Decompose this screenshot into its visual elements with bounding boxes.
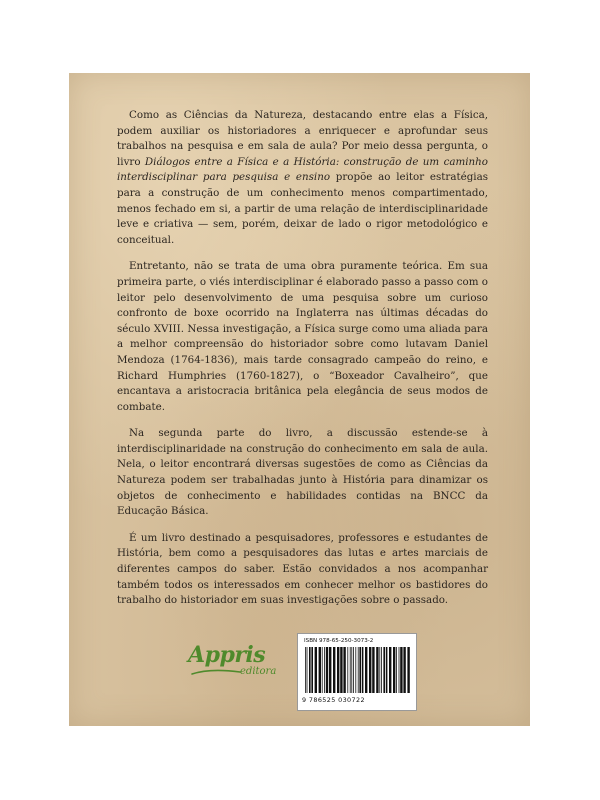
barcode-bar bbox=[403, 647, 405, 693]
barcode-bar bbox=[319, 647, 321, 693]
barcode-bar bbox=[386, 647, 388, 693]
barcode-bar bbox=[353, 647, 354, 693]
paragraph-3: Na segunda parte do livro, a discussão estende-se à interdisciplinaridade na construção do conhecimento em sala de aula. Nela, o leitor encontrará diversas sugestões de como as Ciências da Natureza podem ser trabalhadas junto à História para dinamizar os objetos de conhecimento e habilidades contidas na BNCC da Educação Básica. bbox=[117, 427, 488, 518]
barcode-bar bbox=[324, 647, 325, 693]
book-title-italic: Diálogos entre a Física e a História: construção de um caminho interdisciplinar para pesquisa e ensino bbox=[117, 155, 488, 184]
book-back-cover bbox=[69, 73, 530, 726]
barcode-bar bbox=[400, 647, 402, 693]
barcode-bar bbox=[365, 647, 367, 693]
barcode-bar bbox=[350, 647, 351, 693]
barcode-bar bbox=[337, 647, 339, 693]
barcode-bar bbox=[340, 647, 342, 693]
barcode-bar bbox=[393, 647, 395, 693]
isbn-barcode bbox=[297, 633, 417, 711]
paragraph-2: Entretanto, não se trata de uma obra puramente teórica. Em sua primeira parte, o viés interdisciplinar é elaborado passo a passo com o leitor pelo desenvolvimento de uma pesquisa sobre um curioso confronto de boxe ocorrido na Inglaterra nas últimas décadas do século XVIII. Nessa investigação, a Física surge como uma aliada para a melhor compreensão do historiador sobre como lutavam Daniel Mendoza (1764-1836), mais tarde consagrado campeão do reino, e Richard Humphries (1760-1827), o “Boxeador Cavalheiro”, que encantava a aristocracia britânica pela elegância de seus modos de combate. bbox=[117, 260, 488, 413]
barcode-bar bbox=[326, 647, 328, 693]
barcode-bar bbox=[389, 647, 391, 693]
barcode-bar bbox=[351, 647, 352, 693]
publisher-logo bbox=[188, 642, 283, 702]
barcode-bar bbox=[358, 647, 359, 693]
barcode-bar bbox=[309, 647, 311, 693]
barcode-bar bbox=[369, 647, 371, 693]
barcode-bar bbox=[347, 647, 348, 693]
barcode-bar bbox=[311, 647, 313, 693]
barcode-bar bbox=[322, 647, 323, 693]
barcode-bar bbox=[362, 647, 364, 693]
barcode-bar bbox=[305, 647, 306, 693]
barcode-bar bbox=[307, 647, 308, 693]
barcode-bar bbox=[333, 647, 335, 693]
barcode-bar bbox=[383, 647, 385, 693]
synopsis-text bbox=[117, 108, 488, 620]
barcode-bar bbox=[376, 647, 378, 693]
barcode-bar bbox=[372, 647, 374, 693]
barcode-bar bbox=[396, 647, 397, 693]
barcode-bar bbox=[329, 647, 331, 693]
barcode-bar bbox=[355, 647, 356, 693]
barcode-digits: 9 786525 030722 bbox=[302, 696, 365, 704]
barcode-bar bbox=[359, 647, 361, 693]
barcode-bar bbox=[399, 647, 400, 693]
barcode-bar bbox=[343, 647, 345, 693]
barcode-bar bbox=[407, 647, 409, 693]
paragraph-1-intro: Como as Ciências da Natureza, destacando entre elas a Física, podem auxiliar os historiadores a enriquecer e aprofundar seus trabalhos na pesquisa e em sala de aula? Por meio dessa pergunta, o livro bbox=[117, 109, 488, 168]
paragraph-4: É um livro destinado a pesquisadores, professores e estudantes de História, bem como a pesquisadores das lutas e artes marciais de diferentes campos do saber. Estão convidados a nos acompanhar também todos os interessados em conhecer melhor os bastidores do trabalho do historiador em suas investigações sobre o passado. bbox=[117, 531, 488, 607]
paragraph-1 bbox=[117, 108, 488, 248]
barcode-bars-icon bbox=[304, 647, 410, 695]
logo-swoosh-icon bbox=[190, 666, 242, 678]
publisher-name: Appris bbox=[188, 642, 266, 668]
paragraph-1-rest: propõe ao leitor estratégias para a construção de um conhecimento menos compartimentado, menos fechado em si, a partir de uma relação de interdisciplinaridade leve e criativa — sem, porém, deixar de lado o rigor metodológico e conceitual. bbox=[117, 171, 488, 246]
barcode-bar bbox=[315, 647, 317, 693]
publisher-subtitle: editora bbox=[240, 666, 277, 677]
barcode-bar bbox=[381, 647, 382, 693]
isbn-label: ISBN 978-65-250-3073-2 bbox=[304, 638, 374, 644]
barcode-bar bbox=[379, 647, 380, 693]
